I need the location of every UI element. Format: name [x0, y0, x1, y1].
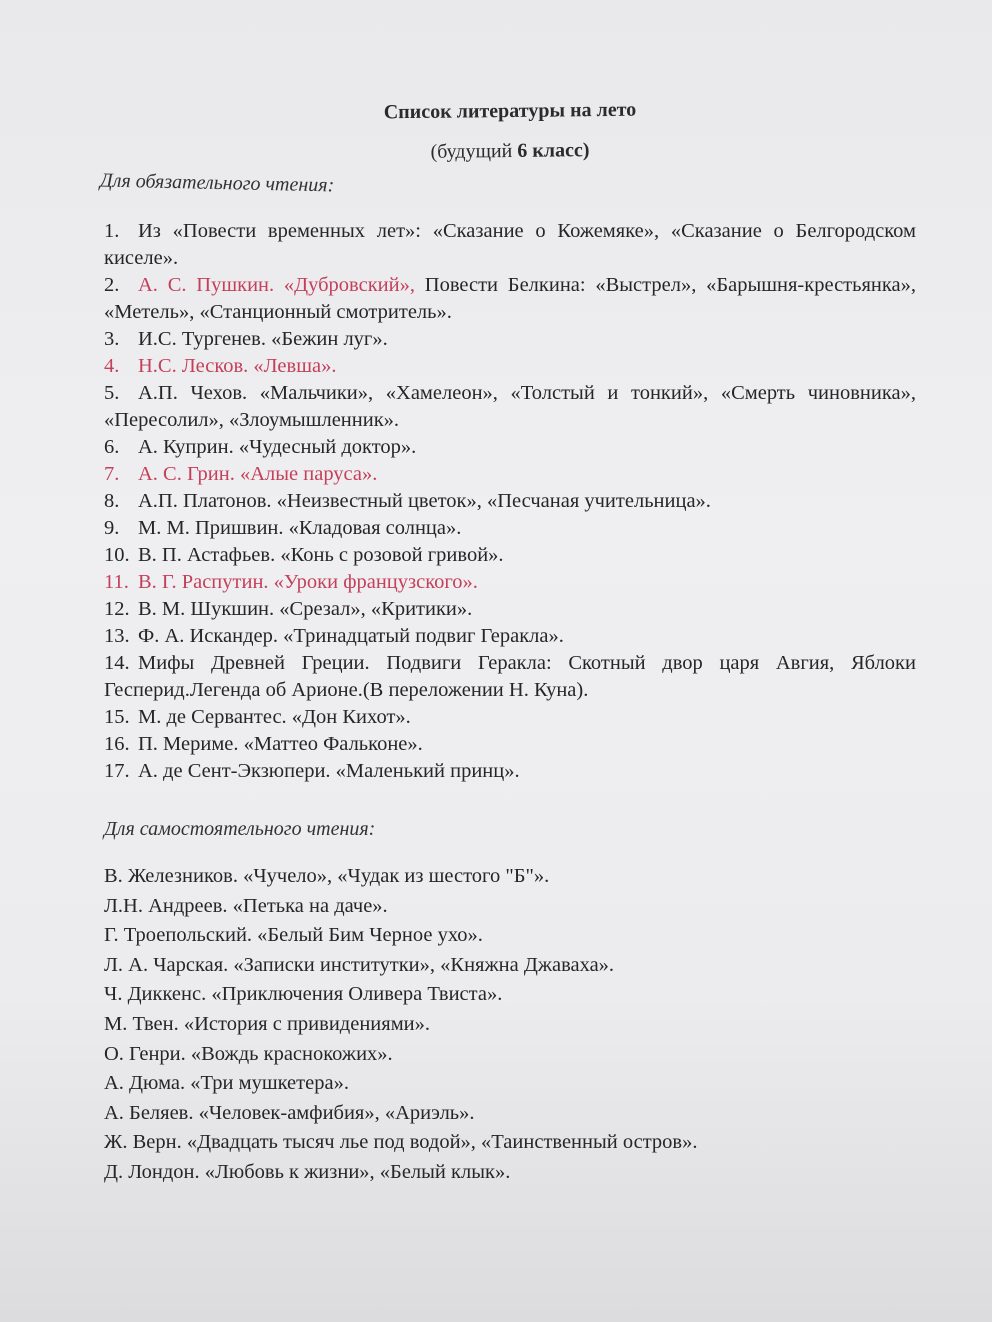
item-text: Мифы Древней Греции. Подвиги Геракла: Скотный двор царя Авгия, Яблоки Гесперид.Легенда об Арионе.(В переложении Н. Куна). [104, 652, 916, 701]
item-text: В. П. Астафьев. «Конь с розовой гривой». [138, 544, 504, 566]
self-heading: Для самостоятельного чтения: [104, 818, 376, 840]
item-number: 14. [104, 652, 130, 674]
list-item [104, 569, 916, 596]
item-number: 4. [104, 355, 120, 377]
list-item [104, 623, 916, 650]
list-item: Ж. Верн. «Двадцать тысяч лье под водой», «Таинственный остров». [104, 1131, 698, 1154]
item-number: 7. [104, 463, 120, 485]
list-item [104, 326, 916, 353]
list-item [104, 704, 916, 731]
list-item [104, 515, 916, 542]
item-number: 17. [104, 760, 130, 782]
item-number: 11. [104, 571, 129, 593]
item-text: В. М. Шукшин. «Срезал», «Критики». [138, 598, 473, 620]
item-text: М. М. Пришвин. «Кладовая солнца». [138, 517, 462, 539]
list-item: О. Генри. «Вождь краснокожих». [104, 1042, 393, 1065]
list-item [104, 353, 916, 380]
required-heading: Для обязательного чтения: [99, 169, 335, 197]
list-item: Л.Н. Андреев. «Петька на даче». [104, 894, 388, 917]
page-subtitle [0, 135, 992, 169]
list-item: Г. Троепольский. «Белый Бим Черное ухо». [104, 924, 483, 947]
item-number: 13. [104, 625, 130, 647]
item-text: М. де Сервантес. «Дон Кихот». [138, 706, 411, 728]
item-number: 9. [104, 517, 120, 539]
item-number: 6. [104, 436, 120, 458]
list-item: Л. А. Чарская. «Записки институтки», «Княжна Джаваха». [104, 953, 615, 976]
item-number: 5. [104, 382, 120, 404]
list-item [104, 380, 916, 434]
list-item [104, 596, 916, 623]
item-text: Из «Повести временных лет»: «Сказание о Кожемяке», «Сказание о Белгородском киселе». [104, 220, 916, 269]
item-text: А. Куприн. «Чудесный доктор». [138, 436, 417, 458]
item-text: А. С. Грин. «Алые паруса». [138, 463, 378, 485]
list-item [104, 488, 916, 515]
item-number: 3. [104, 328, 120, 350]
item-text: П. Мериме. «Маттео Фальконе». [138, 733, 423, 755]
list-item: Д. Лондон. «Любовь к жизни», «Белый клык». [104, 1160, 511, 1183]
list-item [104, 272, 916, 326]
list-item: В. Железников. «Чучело», «Чудак из шестого "Б"». [104, 865, 550, 887]
item-text: А.П. Чехов. «Мальчики», «Хамелеон», «Толстый и тонкий», «Смерть чиновника», «Пересолил», «Злоумышленник». [104, 382, 916, 431]
list-item [104, 758, 916, 785]
subtitle-grade: 6 класс) [517, 139, 590, 162]
item-text: И.С. Тургенев. «Бежин луг». [138, 328, 388, 350]
list-item: А. Дюма. «Три мушкетера». [104, 1072, 349, 1095]
list-item [104, 218, 916, 272]
item-text: А. де Сент-Экзюпери. «Маленький принц». [138, 760, 520, 782]
item-number: 8. [104, 490, 120, 512]
item-text: Н.С. Лесков. «Левша». [138, 355, 337, 377]
list-item [104, 461, 916, 488]
item-text: Повести Белкина: «Выстрел», «Барышня-крестьянка», «Метель», «Станционный смотритель». [104, 274, 916, 323]
list-item: Ч. Диккенс. «Приключения Оливера Твиста». [104, 983, 503, 1006]
item-number: 10. [104, 544, 130, 566]
item-text: А.П. Платонов. «Неизвестный цветок», «Песчаная учительница». [138, 490, 711, 512]
item-number: 1. [104, 220, 120, 242]
list-item [104, 542, 916, 569]
list-item [104, 731, 916, 758]
self-list [104, 862, 864, 1188]
list-item [104, 650, 916, 704]
item-number: 12. [104, 598, 130, 620]
item-text: В. Г. Распутин. «Уроки французского». [138, 571, 478, 593]
list-item: М. Твен. «История с привидениями». [104, 1012, 431, 1035]
item-number: 2. [104, 274, 120, 296]
item-number: 15. [104, 706, 130, 728]
required-list [104, 218, 916, 785]
list-item: А. Беляев. «Человек-амфибия», «Ариэль». [104, 1101, 475, 1124]
item-text: Ф. А. Искандер. «Тринадцатый подвиг Геракла». [138, 625, 564, 647]
item-number: 16. [104, 733, 130, 755]
list-item [104, 434, 916, 461]
subtitle-prefix: (будущий [430, 139, 518, 163]
item-highlight: А. С. Пушкин. «Дубровский», [138, 274, 415, 296]
page-title: Список литературы на лето [383, 98, 637, 124]
